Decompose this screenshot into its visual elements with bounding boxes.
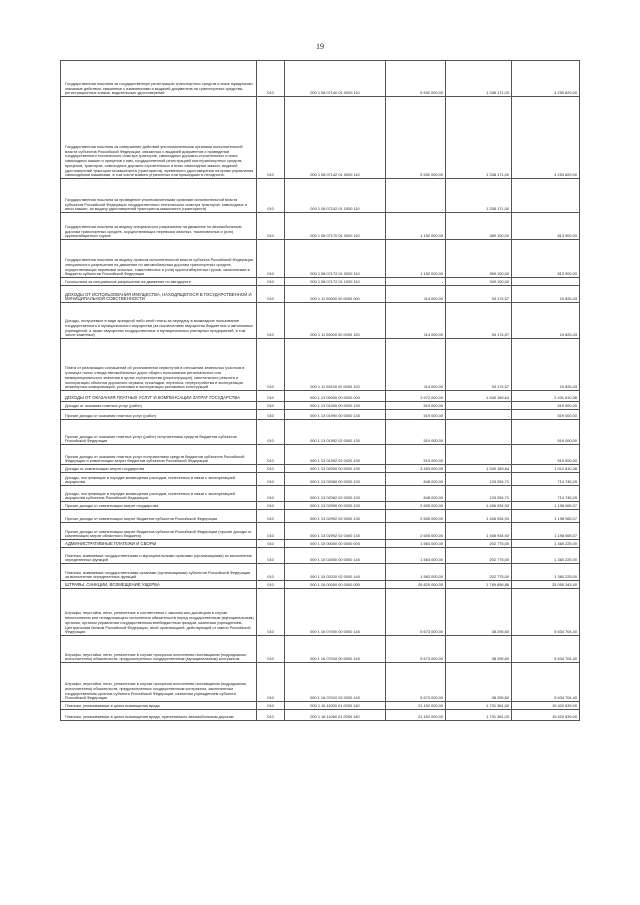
row-approved-cell: 114 000,00 bbox=[386, 303, 446, 339]
row-unexecuted-cell: 519 000,00 bbox=[512, 410, 580, 420]
row-unexecuted-cell: 714 745,29 bbox=[512, 473, 580, 486]
row-income-code-cell: 000 1 16 07010 00 0000 140 bbox=[285, 636, 386, 663]
row-line-code-cell: 010 bbox=[257, 502, 285, 510]
table-row bbox=[61, 410, 580, 420]
row-unexecuted-cell: 1 360 225,00 bbox=[512, 540, 580, 548]
row-name-cell: Плата от реализации соглашений об установлении сервитутов в отношении земельных участков в границах полос отвода автомобильных дорог общего пользования регионального или межмуниципального значения в целях строительства (реконструкции), капитального ремонта и эксплуатации объектов дорожного сервиса, прокладки, переноса, переустройства и эксплуатации инженерных коммуникаций, установки и эксплуатации рекламных конструкций bbox=[61, 339, 257, 391]
row-name-cell: Доходы, поступающие в порядке возмещения расходов, понесенных в связи с эксплуатацией имущества bbox=[61, 473, 257, 486]
table-row bbox=[61, 286, 580, 303]
row-executed-cell: 133 254,71 bbox=[446, 473, 512, 486]
row-line-code-cell: 010 bbox=[257, 523, 285, 540]
row-executed-cell: 202 775,00 bbox=[446, 540, 512, 548]
row-unexecuted-cell: 2 431 810,36 bbox=[512, 391, 580, 402]
table-row bbox=[61, 465, 580, 473]
table-row bbox=[61, 97, 580, 179]
row-name-cell: Государственная пошлина за выдачу специального разрешения на движение по автомобильным дорогам транспортных средств, осуществляющих перевозки опасных, тяжеловесных и (или) крупногабаритных грузов bbox=[61, 213, 257, 240]
table-row bbox=[61, 540, 580, 548]
row-income-code-cell: 000 1 16 00000 00 0000 000 bbox=[285, 581, 386, 589]
row-executed-cell: 1 338 171,00 bbox=[446, 179, 512, 213]
row-name-cell: Прочие доходы от оказания платных услуг получателями средств бюджетов субъектов Российской Федерации и компенсации затрат бюджетов субъектов Российской Федерации bbox=[61, 445, 257, 465]
row-line-code-cell: 010 bbox=[257, 286, 285, 303]
row-executed-cell: 1 406 934,93 bbox=[446, 523, 512, 540]
row-unexecuted-cell: 19 825,43 bbox=[512, 339, 580, 391]
row-name-cell: Доходы, получаемые в виде арендной либо иной платы за передачу в возмездное пользование государственного и муниципального имущества (за исключением имущества бюджетных и автономных учреждений, а также имущества государственных и муниципальных унитарных предприятий, в том числе казенных) bbox=[61, 303, 257, 339]
row-executed-cell: 1 336 171,00 bbox=[446, 61, 512, 97]
row-approved-cell: 1 563 000,00 bbox=[386, 564, 446, 581]
row-name-cell: Штрафы, неустойки, пени, уплаченные в соответствии с законом или договором в случае неисполнения или ненадлежащего исполнения обязательств перед государственным (муниципальным) органом, органом управления государственным внебюджетным фондом, казенным учреждением, Центральным банком Российской Федерации, иной организацией, действующей от имени Российской Федерации bbox=[61, 589, 257, 636]
row-line-code-cell: 010 bbox=[257, 420, 285, 445]
row-executed-cell: 1 731 361,00 bbox=[446, 702, 512, 710]
row-income-code-cell: 000 1 11 05100 02 0000 120 bbox=[285, 339, 386, 391]
row-executed-cell: 1 540 189,64 bbox=[446, 465, 512, 473]
row-approved-cell: 1 563 000,00 bbox=[386, 548, 446, 564]
row-income-code-cell: 000 1 15 00000 00 0000 000 bbox=[285, 540, 386, 548]
row-unexecuted-cell: 519 000,00 bbox=[512, 420, 580, 445]
row-executed-cell: - bbox=[446, 420, 512, 445]
row-unexecuted-cell: 1 198 065,07 bbox=[512, 523, 580, 540]
row-approved-cell: 1 152 000,00 bbox=[386, 240, 446, 278]
row-unexecuted-cell: 19 825,43 bbox=[512, 286, 580, 303]
row-income-code-cell: 000 1 16 07000 00 0000 140 bbox=[285, 589, 386, 636]
table-row bbox=[61, 510, 580, 523]
row-line-code-cell: 010 bbox=[257, 179, 285, 213]
row-income-code-cell: 000 1 16 11060 01 0000 140 bbox=[285, 710, 386, 721]
row-approved-cell: 3 972 000,00 bbox=[386, 391, 446, 402]
row-unexecuted-cell: 1 912 810,36 bbox=[512, 465, 580, 473]
row-line-code-cell: 010 bbox=[257, 589, 285, 636]
table-row bbox=[61, 564, 580, 581]
page-number: 19 bbox=[316, 42, 324, 51]
table-row bbox=[61, 240, 580, 278]
row-name-cell: Госпошлина за специальное разрешение на движение по автодороге bbox=[61, 278, 257, 286]
row-executed-cell: - bbox=[446, 445, 512, 465]
row-income-code-cell: 000 1 08 07140 01 0000 110 bbox=[285, 61, 386, 97]
row-line-code-cell: 010 bbox=[257, 702, 285, 710]
table-row bbox=[61, 339, 580, 391]
row-income-code-cell: 000 1 13 02992 02 0000 130 bbox=[285, 510, 386, 523]
row-executed-cell: 1 338 171,00 bbox=[446, 97, 512, 179]
row-approved-cell: 5 592 000,00 bbox=[386, 97, 446, 179]
row-approved-cell: 114 000,00 bbox=[386, 339, 446, 391]
row-approved-cell: 2 605 000,00 bbox=[386, 523, 446, 540]
row-line-code-cell: 010 bbox=[257, 61, 285, 97]
row-unexecuted-cell: 19 420 639,00 bbox=[512, 710, 580, 721]
row-executed-cell: 38 295,60 bbox=[446, 663, 512, 702]
row-approved-cell: 1 152 000,00 bbox=[386, 213, 446, 240]
row-executed-cell: - bbox=[446, 402, 512, 410]
table-row bbox=[61, 420, 580, 445]
table-row bbox=[61, 502, 580, 510]
row-executed-cell: 1 731 361,00 bbox=[446, 710, 512, 721]
row-income-code-cell: 000 1 11 00000 00 0000 000 bbox=[285, 286, 386, 303]
row-unexecuted-cell: - bbox=[512, 278, 580, 286]
row-line-code-cell: 010 bbox=[257, 710, 285, 721]
row-name-cell: Государственная пошлина за совершение действий уполномоченными органами исполнительной власти субъектов Российской Федерации, связанных с выдачей документов о проведении государственного технического осмотра тракторов, самоходных дорожно-строительных и иных самоходных машин и прицепов к ним, государственной регистрацией мототранспортных средств, прицепов, тракторов, самоходных дорожно-строительных и иных самоходных машин, выдачей удостоверений тракториста-машиниста (тракториста), временного удостоверения на право управления самоходными машинами, в том числе взамен утраченных или пришедших в негодность bbox=[61, 97, 257, 179]
table-row bbox=[61, 445, 580, 465]
table-row bbox=[61, 303, 580, 339]
row-line-code-cell: 010 bbox=[257, 97, 285, 179]
table-row bbox=[61, 548, 580, 564]
row-line-code-cell: 010 bbox=[257, 473, 285, 486]
row-unexecuted-cell: 714 745,29 bbox=[512, 486, 580, 502]
row-executed-cell: 369 100,00 bbox=[446, 240, 512, 278]
row-name-cell: Штрафы, неустойки, пени, уплаченные в случае просрочки исполнения поставщиком (подрядчиком, исполнителем) обязательств, предусмотренных государственным контрактом, заключенным государственным органом субъекта Российской Федерации, казенным учреждением субъекта Российской Федерации bbox=[61, 663, 257, 702]
row-approved-cell: 21 152 000,00 bbox=[386, 710, 446, 721]
table-row bbox=[61, 702, 580, 710]
table-row bbox=[61, 179, 580, 213]
row-name-cell: ШТРАФЫ, САНКЦИИ, ВОЗМЕЩЕНИЕ УЩЕРБА bbox=[61, 581, 257, 589]
row-unexecuted-cell: 5 634 704,40 bbox=[512, 663, 580, 702]
row-approved-cell: 848 000,00 bbox=[386, 486, 446, 502]
table-row bbox=[61, 391, 580, 402]
row-income-code-cell: 000 1 15 02000 00 0000 140 bbox=[285, 548, 386, 564]
row-name-cell: Государственная пошлина за выдачу органом исполнительной власти субъекта Российской Федерации специального разрешения на движение по автомобильным дорогам транспортных средств, осуществляющих перевозки опасных, тяжеловесных и (или) крупногабаритных грузов, зачисляемая в бюджеты субъектов Российской Федерации bbox=[61, 240, 257, 278]
row-approved-cell: 21 152 000,00 bbox=[386, 702, 446, 710]
table-row bbox=[61, 486, 580, 502]
row-name-cell: Доходы от компенсации затрат государства bbox=[61, 465, 257, 473]
row-unexecuted-cell: 813 900,00 bbox=[512, 213, 580, 240]
row-line-code-cell: 010 bbox=[257, 303, 285, 339]
row-executed-cell: 94 174,57 bbox=[446, 286, 512, 303]
row-name-cell: Прочие доходы от оказания платных услуг (работ) bbox=[61, 410, 257, 420]
row-unexecuted-cell: 519 000,00 bbox=[512, 402, 580, 410]
row-unexecuted-cell: 1 198 065,07 bbox=[512, 510, 580, 523]
row-executed-cell: 94 174,57 bbox=[446, 339, 512, 391]
revenue-table bbox=[60, 60, 580, 721]
row-name-cell: Платежи, взимаемые государственными и муниципальными органами (организациями) за выполнение определенных функций bbox=[61, 548, 257, 564]
row-line-code-cell: 010 bbox=[257, 510, 285, 523]
row-approved-cell: 519 000,00 bbox=[386, 445, 446, 465]
table-row bbox=[61, 589, 580, 636]
row-approved-cell: 5 673 000,00 bbox=[386, 636, 446, 663]
row-approved-cell: 519 000,00 bbox=[386, 402, 446, 410]
row-executed-cell: 202 775,00 bbox=[446, 548, 512, 564]
row-unexecuted-cell: 4 253 829,00 bbox=[512, 97, 580, 179]
table-row bbox=[61, 473, 580, 486]
row-approved-cell: 519 000,00 bbox=[386, 420, 446, 445]
row-name-cell: Платежи, уплачиваемые в целях возмещения вреда, причиняемого автомобильным дорогам bbox=[61, 710, 257, 721]
row-name-cell: Прочие доходы от компенсации затрат бюджетов субъектов Российской Федерации bbox=[61, 510, 257, 523]
row-income-code-cell: 000 1 11 05000 00 0000 120 bbox=[285, 303, 386, 339]
table-row bbox=[61, 213, 580, 240]
row-line-code-cell: 010 bbox=[257, 445, 285, 465]
row-name-cell: Штрафы, неустойки, пени, уплаченные в случае просрочки исполнения поставщиком (подрядчиком, исполнителем) обязательств, предусмотренных государственным (муниципальным) контрактом bbox=[61, 636, 257, 663]
row-approved-cell: 5 673 000,00 bbox=[386, 589, 446, 636]
row-unexecuted-cell: 5 634 704,40 bbox=[512, 636, 580, 663]
table-row bbox=[61, 61, 580, 97]
row-line-code-cell: 010 bbox=[257, 410, 285, 420]
row-approved-cell: 26 825 000,00 bbox=[386, 581, 446, 589]
row-executed-cell: - bbox=[446, 410, 512, 420]
row-line-code-cell: 010 bbox=[257, 240, 285, 278]
row-income-code-cell: 000 1 13 00000 00 0000 000 bbox=[285, 391, 386, 402]
row-approved-cell: 519 000,00 bbox=[386, 410, 446, 420]
row-line-code-cell: 010 bbox=[257, 486, 285, 502]
row-name-cell: Прочие доходы от оказания платных услуг (работ) получателями средств бюджетов субъектов Российской Федерации bbox=[61, 420, 257, 445]
row-name-cell: ДОХОДЫ ОТ ИСПОЛЬЗОВАНИЯ ИМУЩЕСТВА, НАХОДЯЩЕГОСЯ В ГОСУДАРСТВЕННОЙ И МУНИЦИПАЛЬНОЙ СОБСТВЕННОСТИ bbox=[61, 286, 257, 303]
row-approved-cell: 3 453 000,00 bbox=[386, 465, 446, 473]
row-name-cell: Платежи, уплачиваемые в целях возмещения вреда bbox=[61, 702, 257, 710]
row-line-code-cell: 010 bbox=[257, 339, 285, 391]
row-approved-cell: 114 000,00 bbox=[386, 286, 446, 303]
row-income-code-cell: 000 1 13 01992 02 0420 130 bbox=[285, 445, 386, 465]
row-unexecuted-cell: 1 360 225,00 bbox=[512, 564, 580, 581]
table-body bbox=[61, 61, 580, 721]
row-unexecuted-cell: 1 198 065,07 bbox=[512, 502, 580, 510]
row-executed-cell: 1 406 934,93 bbox=[446, 510, 512, 523]
row-income-code-cell: 000 1 08 07172 01 1000 110 bbox=[285, 278, 386, 286]
row-income-code-cell: 000 1 13 01990 00 0000 130 bbox=[285, 410, 386, 420]
row-executed-cell: 1 406 934,93 bbox=[446, 502, 512, 510]
row-unexecuted-cell: 1 360 225,00 bbox=[512, 548, 580, 564]
row-executed-cell: 1 769 856,86 bbox=[446, 581, 512, 589]
row-approved-cell: 848 000,00 bbox=[386, 473, 446, 486]
table-row bbox=[61, 663, 580, 702]
row-income-code-cell: 000 1 15 02020 02 0000 140 bbox=[285, 564, 386, 581]
row-name-cell: Доходы, поступающие в порядке возмещения расходов, понесенных в связи с эксплуатацией имущества субъектов Российской Федерации bbox=[61, 486, 257, 502]
row-unexecuted-cell: 19 825,43 bbox=[512, 303, 580, 339]
row-executed-cell: 202 775,00 bbox=[446, 564, 512, 581]
row-income-code-cell: 000 1 13 02000 00 0000 130 bbox=[285, 465, 386, 473]
row-income-code-cell: 000 1 08 07142 01 1000 110 bbox=[285, 179, 386, 213]
row-income-code-cell: 000 1 08 07172 01 0000 110 bbox=[285, 240, 386, 278]
row-name-cell: Прочие доходы от компенсации затрат бюджетов субъектов Российской Федерации (прочие доходы от компенсации затрат областного бюджета) bbox=[61, 523, 257, 540]
row-unexecuted-cell: 25 055 343,40 bbox=[512, 581, 580, 589]
row-approved-cell: 5 592 000,00 bbox=[386, 61, 446, 97]
row-unexecuted-cell: 813 900,00 bbox=[512, 240, 580, 278]
row-executed-cell: 38 295,60 bbox=[446, 589, 512, 636]
row-line-code-cell: 010 bbox=[257, 402, 285, 410]
row-income-code-cell: 000 1 13 02062 02 0000 130 bbox=[285, 486, 386, 502]
row-unexecuted-cell: 519 000,00 bbox=[512, 445, 580, 465]
row-approved-cell: 2 605 000,00 bbox=[386, 502, 446, 510]
row-name-cell: Государственная пошлина за государственную регистрацию транспортных средств и иные юридически значимые действия, связанные с изменениями и выдачей документов на транспортные средства, регистрационных знаков, водительских удостоверений bbox=[61, 61, 257, 97]
row-line-code-cell: 010 bbox=[257, 636, 285, 663]
row-unexecuted-cell: 19 420 639,00 bbox=[512, 702, 580, 710]
row-line-code-cell: 010 bbox=[257, 663, 285, 702]
row-name-cell: Государственная пошлина за проведение уполномоченными органами исполнительной власти субъектов Российской Федерации государственного технического осмотра тракторов, самоходных и иных машин, за выдачу удостоверений тракториста-машиниста (тракториста) bbox=[61, 179, 257, 213]
table-row bbox=[61, 581, 580, 589]
row-executed-cell: 38 295,60 bbox=[446, 636, 512, 663]
row-income-code-cell: 000 1 13 02990 00 0000 130 bbox=[285, 502, 386, 510]
row-income-code-cell: 000 1 16 11000 01 0000 140 bbox=[285, 702, 386, 710]
row-unexecuted-cell: - bbox=[512, 179, 580, 213]
row-name-cell: АДМИНИСТРАТИВНЫЕ ПЛАТЕЖИ И СБОРЫ bbox=[61, 540, 257, 548]
row-income-code-cell: 000 1 16 07010 02 0000 140 bbox=[285, 663, 386, 702]
row-executed-cell: 1 540 189,64 bbox=[446, 391, 512, 402]
row-line-code-cell: 010 bbox=[257, 278, 285, 286]
row-name-cell: Доходы от оказания платных услуг (работ) bbox=[61, 402, 257, 410]
row-income-code-cell: 000 1 08 07170 01 0000 110 bbox=[285, 213, 386, 240]
row-approved-cell: 2 605 000,00 bbox=[386, 510, 446, 523]
row-unexecuted-cell: 4 255 829,00 bbox=[512, 61, 580, 97]
row-income-code-cell: 000 1 13 01992 02 0000 130 bbox=[285, 420, 386, 445]
row-line-code-cell: 010 bbox=[257, 465, 285, 473]
table-row bbox=[61, 523, 580, 540]
row-name-cell: Прочие доходы от компенсации затрат государства bbox=[61, 502, 257, 510]
row-line-code-cell: 010 bbox=[257, 581, 285, 589]
table-row bbox=[61, 710, 580, 721]
row-income-code-cell: 000 1 13 02060 00 0000 130 bbox=[285, 473, 386, 486]
row-income-code-cell: 000 1 13 02992 02 0400 130 bbox=[285, 523, 386, 540]
row-approved-cell: 1 563 000,00 bbox=[386, 540, 446, 548]
row-income-code-cell: 000 1 08 07142 01 0000 110 bbox=[285, 97, 386, 179]
row-income-code-cell: 000 1 13 01000 00 0000 130 bbox=[285, 402, 386, 410]
row-unexecuted-cell: 5 634 704,40 bbox=[512, 589, 580, 636]
row-executed-cell: 94 174,57 bbox=[446, 303, 512, 339]
table-row bbox=[61, 278, 580, 286]
row-approved-cell: 5 673 000,00 bbox=[386, 663, 446, 702]
row-name-cell: Платежи, взимаемые государственными органами (организациями) субъектов Российской Федерации за выполнение определенных функций bbox=[61, 564, 257, 581]
row-line-code-cell: 010 bbox=[257, 213, 285, 240]
row-line-code-cell: 010 bbox=[257, 564, 285, 581]
table-row bbox=[61, 402, 580, 410]
row-approved-cell: - bbox=[386, 179, 446, 213]
row-approved-cell: - bbox=[386, 278, 446, 286]
table-row bbox=[61, 636, 580, 663]
row-name-cell: ДОХОДЫ ОТ ОКАЗАНИЯ ПЛАТНЫХ УСЛУГ И КОМПЕНСАЦИИ ЗАТРАТ ГОСУДАРСТВА bbox=[61, 391, 257, 402]
row-executed-cell: 389 100,00 bbox=[446, 213, 512, 240]
row-line-code-cell: 010 bbox=[257, 391, 285, 402]
row-executed-cell: 349 100,00 bbox=[446, 278, 512, 286]
row-line-code-cell: 010 bbox=[257, 548, 285, 564]
row-line-code-cell: 010 bbox=[257, 540, 285, 548]
row-executed-cell: 133 254,71 bbox=[446, 486, 512, 502]
